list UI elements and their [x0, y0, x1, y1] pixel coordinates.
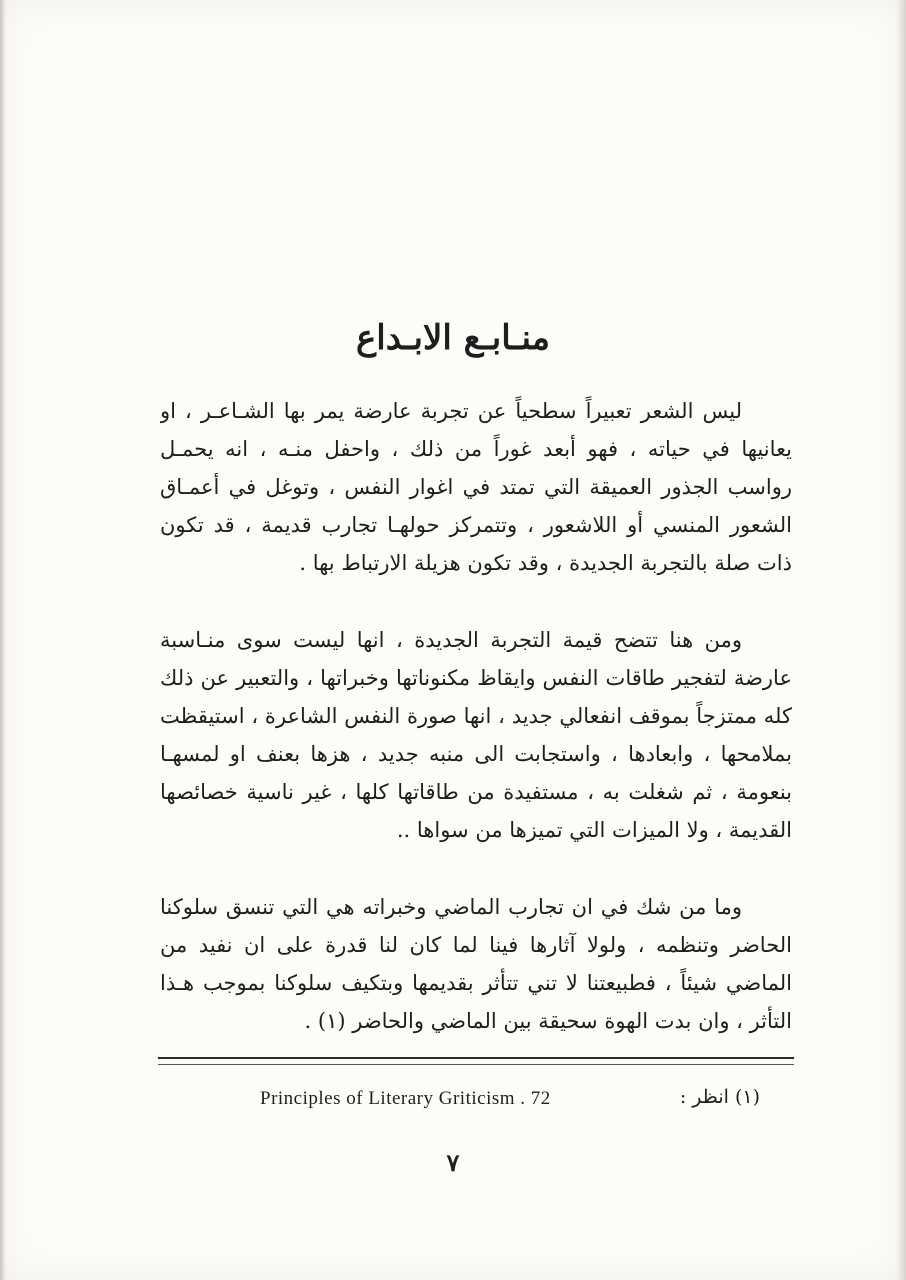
- paragraph-2: [160, 621, 792, 849]
- body-text: [160, 392, 792, 1040]
- paragraph-3: [160, 888, 792, 1040]
- text-line: وما من شك في ان تجارب الماضي وخبراته هي التي تنسق سلوكنا: [160, 895, 742, 919]
- text-line: الشعور المنسي أو اللاشعور ، وتتمركز حولهـا تجارب قديمة ، قد تكون: [160, 513, 792, 537]
- footnote-divider-thin: [158, 1064, 794, 1065]
- text-line: القديمة ، ولا الميزات التي تميزها من سواها ..: [396, 818, 792, 842]
- page-number: ٧: [446, 1148, 460, 1177]
- text-line: ذات صلة بالتجربة الجديدة ، وقد تكون هزيلة الارتباط بها .: [299, 551, 792, 575]
- text-line: ليس الشعر تعبيراً سطحياً عن تجربة عارضة يمر بها الشـاعـر ، او: [160, 399, 742, 423]
- text-line: الحاضر وتنظمه ، ولولا آثارها فينا لما كان لنا قدرة على ان نفيد من: [160, 933, 792, 957]
- paragraph-1: [160, 392, 792, 582]
- chapter-title: منـابـع الابـداع: [356, 318, 550, 358]
- footnote: [260, 1086, 760, 1116]
- text-line: يعانيها في حياته ، فهو أبعد غوراً من ذلك ، واحفل منـه ، انه يحمـل: [160, 437, 792, 461]
- paragraph-spacer: [160, 582, 792, 621]
- text-line: عارضة لتفجير طاقات النفس وايقاظ مكنوناتها وخبراتها ، والتعبير عن ذلك: [160, 666, 792, 690]
- footnote-divider: [158, 1057, 794, 1059]
- text-line: رواسب الجذور العميقة التي تمتد في اغوار النفس ، وتوغل في أعمـاق: [160, 475, 792, 499]
- footnote-reference: Principles of Literary Griticism . 72: [260, 1088, 551, 1109]
- text-line: ومن هنا تتضح قيمة التجربة الجديدة ، انها ليست سوى منـاسبة: [160, 628, 742, 652]
- text-line: التأثر ، وان بدت الهوة سحيقة بين الماضي والحاضر (١) .: [304, 1009, 792, 1033]
- text-line: بملامحها ، وابعادها ، واستجابت الى منبه جديد ، هزها بعنف او لمسهـا: [160, 742, 792, 766]
- page-edge-right: [896, 0, 906, 1280]
- text-line: كله ممتزجاً بموقف انفعالي جديد ، انها صورة النفس الشاعرة ، استيقظت: [160, 704, 792, 728]
- paragraph-spacer: [160, 849, 792, 888]
- text-line: بنعومة ، ثم شغلت به ، مستفيدة من طاقاتها كلها ، غير ناسية خصائصها: [160, 780, 792, 804]
- text-line: الماضي شيئاً ، فطبيعتنا لا تني تتأثر بقديمها وبتكيف سلوكنا بموجب هـذا: [160, 971, 792, 995]
- footnote-label: (١) انظر :: [679, 1086, 760, 1108]
- page-edge-left: [0, 0, 6, 1280]
